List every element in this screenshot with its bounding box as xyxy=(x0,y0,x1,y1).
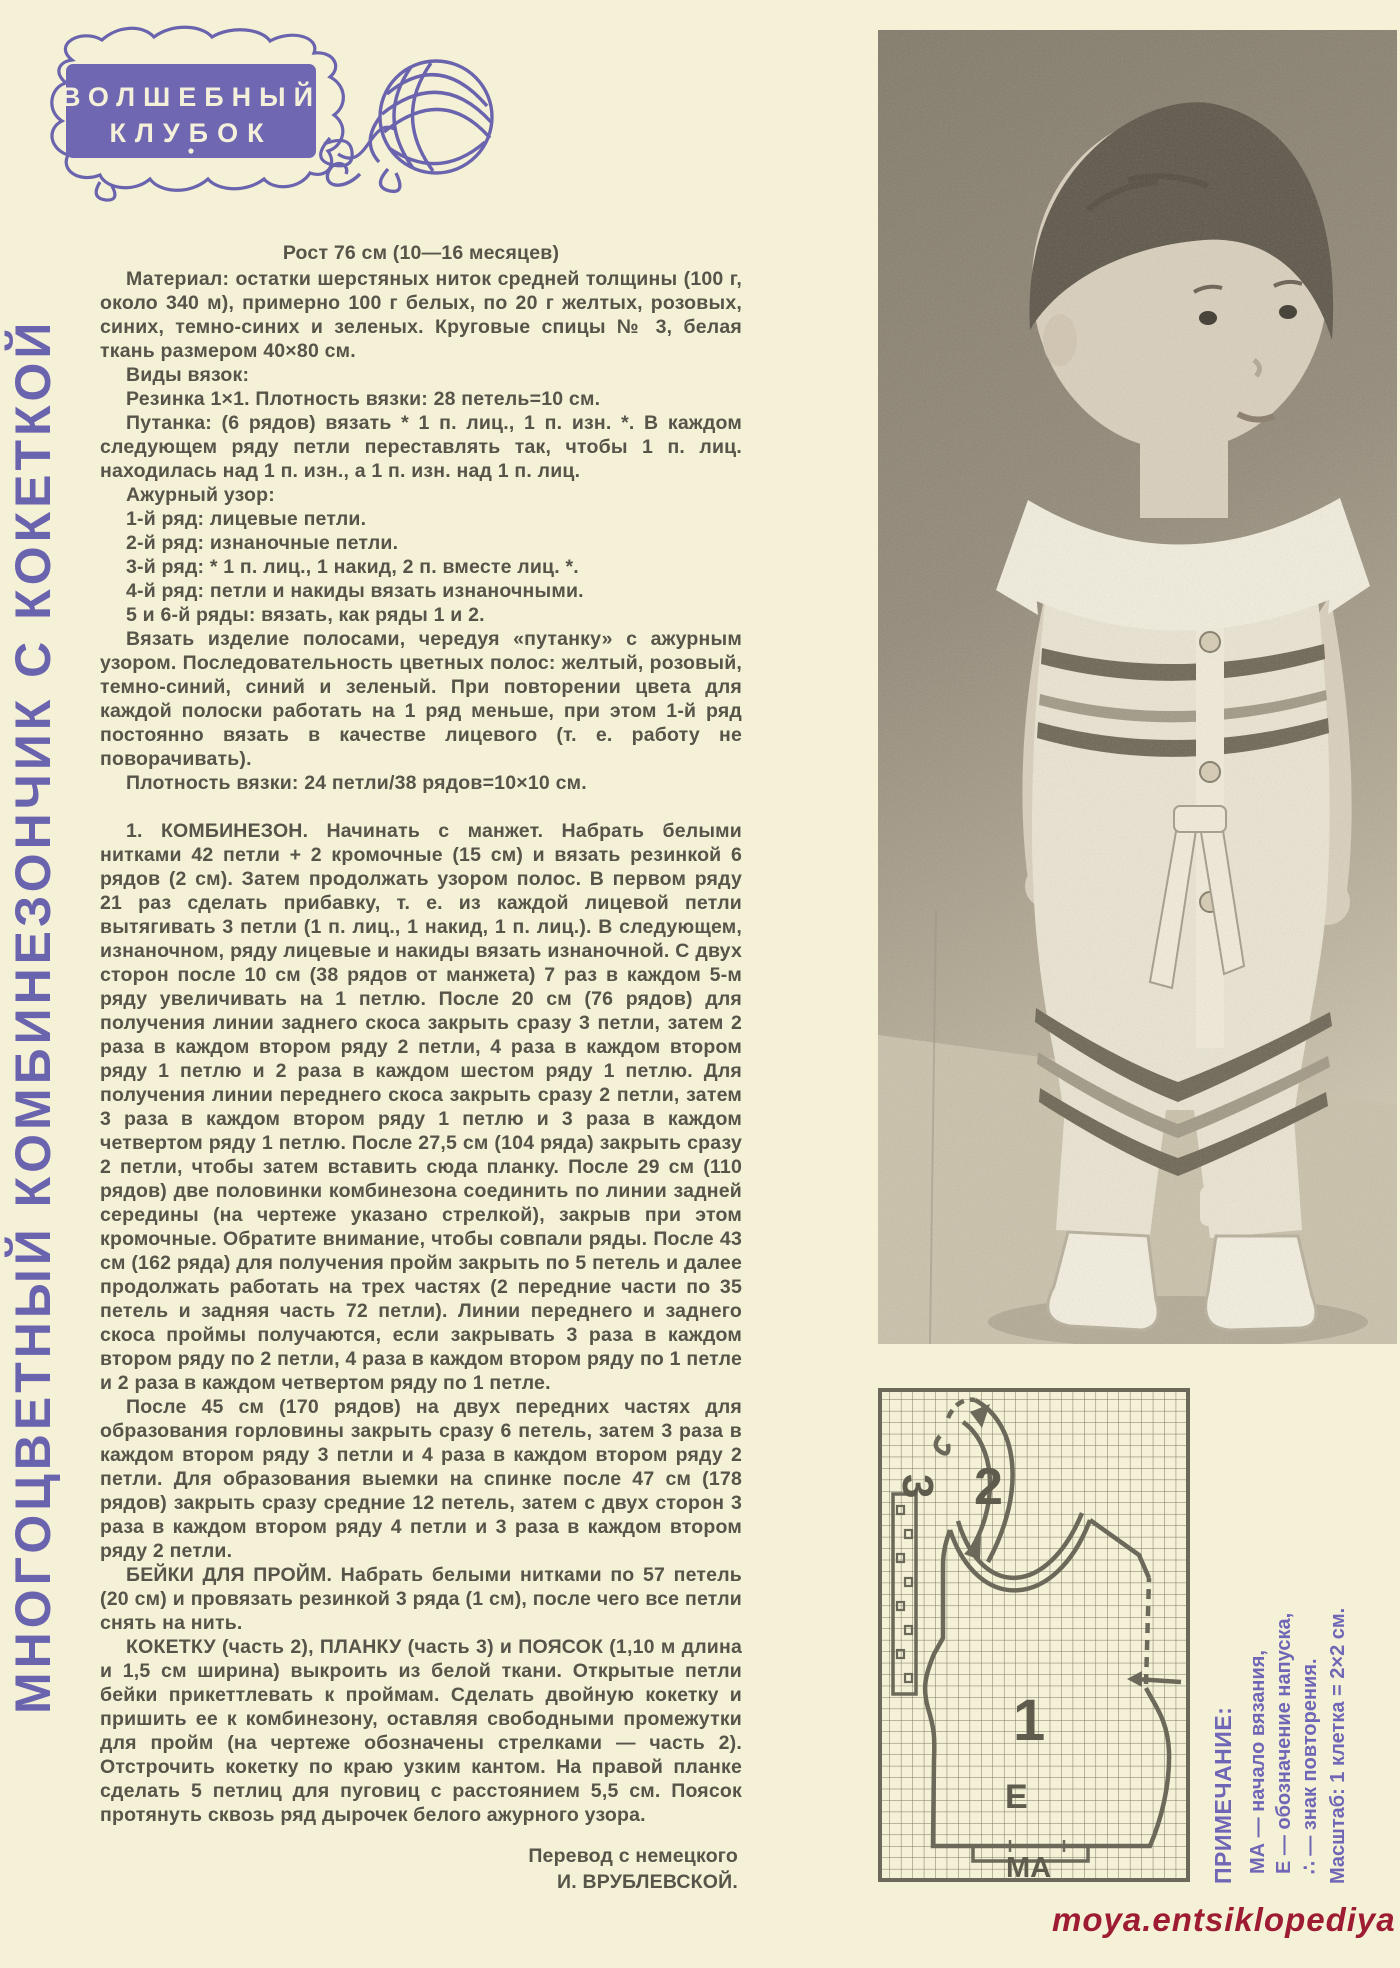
piece-3-label: 3 xyxy=(893,1474,942,1499)
piece-2-label: 2 xyxy=(974,1458,1003,1516)
point-label-ma: МА xyxy=(1006,1852,1052,1882)
watermark: moya.entsiklopediya xyxy=(1052,1901,1396,1938)
paragraph: Ажурный узор: xyxy=(126,484,275,506)
point-label-e: E xyxy=(1005,1778,1028,1816)
photo-grain xyxy=(878,30,1397,1344)
paragraph: Виды вязок: xyxy=(126,364,250,386)
note-line-scale: Масштаб: 1 клетка = 2×2 см. xyxy=(1327,1607,1349,1884)
note-title: ПРИМЕЧАНИЕ: xyxy=(1210,1706,1236,1884)
baby-photo-art xyxy=(878,30,1397,1344)
paragraph: 1-й ряд: лицевые петли. xyxy=(126,508,367,530)
size-heading: Рост 76 см (10—16 месяцев) xyxy=(282,242,560,264)
diagram-grid xyxy=(880,1390,1188,1880)
paragraph: 3-й ряд: * 1 п. лиц., 1 накид, 2 п. вместе лиц. *. xyxy=(126,556,579,578)
paragraph: Резинка 1×1. Плотность вязки: 28 петель=10 см. xyxy=(126,388,601,410)
byline-line2: И. ВРУБЛЕВСКОЙ. xyxy=(557,1871,738,1893)
paragraph: 1. КОМБИНЕЗОН. Начинать с манжет. Набрать белыми нитками 42 петли + 2 кромочные (15 см) и вязать резинкой 6 рядов (2 см). Затем продолжать узором полос. В первом ряду 21 раз сделать прибавку, т. е. из каждой лицевой петли вытягивать 3 петли (1 п. лиц., 1 накид, 1 п. лиц.). В следующем, изнаночном, ряду лицевые и накиды вязать изнаночной. С двух сторон после 10 см (38 рядов от манжета) 7 раз в каждом 5-м ряду увеличивать на 1 петлю. После 20 см (76 рядов) для получения линии заднего скоса закрыть сразу 3 петли, затем 2 раза в каждом втором ряду 2 петли, 4 раза в каждом втором ряду 1 петлю и 2 раза в каждом шестом ряду 1 петлю. Для получения линии переднего скоса закрыть сразу 2 петли, затем 3 раза в каждом втором ряду 1 петлю и 3 раза в каждом четвертом ряду 1 петлю. После 27,5 см (104 ряда) закрыть сразу 2 петли, чтобы затем вставить сюда планку. После 29 см (110 рядов) две половинки комбинезона соединить по линии задней середины (на чертеже указано стрелкой), закрыв при этом кромочные. Обратите внимание, чтобы совпали ряды. После 43 см (162 ряда) для получения пройм закрыть по 5 петель и далее продолжать работать на трех частях (2 передние части по 35 петель и задняя часть 72 петли). Линии переднего и заднего скоса проймы получаются, если закрывать 3 раза в каждом втором ряду по 2 петли, 4 раза в каждом втором ряду по 1 петле и 2 раза в каждом четвертом ряду по 1 петле. xyxy=(100,820,742,1394)
paragraph: БЕЙКИ ДЛЯ ПРОЙМ. Набрать белыми нитками по 57 петель (20 см) и провязать резинкой 3 ряда (1 см), после чего все петли снять на нить. xyxy=(100,1564,742,1634)
paragraph: 5 и 6-й ряды: вязать, как ряды 1 и 2. xyxy=(126,604,485,626)
article-column xyxy=(100,241,742,1895)
logo-dot xyxy=(188,148,193,153)
piece-1-label: 1 xyxy=(1013,1688,1046,1753)
note-line-ma: МА — начало вязания, xyxy=(1247,1650,1269,1874)
logo-title-line1: ВОЛШЕБНЫЙ xyxy=(61,82,321,112)
logo-title-line2: КЛУБОК xyxy=(109,118,273,148)
side-title: МНОГОЦВЕТНЫЙ КОМБИНЕЗОНЧИК С КОКЕТКОЙ xyxy=(5,318,61,1714)
masthead-art xyxy=(38,22,518,207)
note-line-e: Е — обозначение напуска, xyxy=(1273,1612,1295,1874)
paragraph: Материал: остатки шерстяных ниток средней толщины (100 г, около 340 м), примерно 100 г белых, по 20 г желтых, розовых, синих, темно-синих и зеленых. Круговые спицы № 3, белая ткань размером 40×80 см. xyxy=(100,268,742,362)
yarn-ball-icon xyxy=(327,61,492,191)
paragraph: После 45 см (170 рядов) на двух передних частях для образования горловины закрыть сразу 6 петель, затем 3 раза в каждом втором ряду 3 петли и 4 раза в каждом втором ряду 2 петли. Для образования выемки на спинке после 47 см (178 рядов) закрыть сразу средние 12 петель, затем с двух сторон 3 раза в каждом втором ряду 4 петли и 3 раза в каждом втором ряду 2 петли. xyxy=(100,1396,742,1562)
byline-line1: Перевод с немецкого xyxy=(528,1845,738,1867)
paragraph: Плотность вязки: 24 петли/38 рядов=10×10 см. xyxy=(126,772,587,794)
masthead xyxy=(38,22,518,207)
paragraph: 4-й ряд: петли и накиды вязать изнаночными. xyxy=(126,580,584,602)
byline xyxy=(100,1843,742,1895)
paragraph: Путанка: (6 рядов) вязать * 1 п. лиц., 1 п. изн. *. В каждом следующем ряду петли переставлять так, чтобы 1 п. лиц. находилась над 1 п. изн., а 1 п. изн. над 1 п. лиц. xyxy=(100,412,742,482)
note-line-repeat: ∴ — знак повторения. xyxy=(1299,1658,1321,1874)
paragraph: КОКЕТКУ (часть 2), ПЛАНКУ (часть 3) и ПОЯСОК (1,10 м длина и 1,5 см ширина) выкроить из белой ткани. Открытые петли бейки прикеттлевать к проймам. Сделать двойную кокетку и пришить ее к комбинезону, оставляя свободными промежутки для пройм (на чертеже обозначены стрелками — часть 2). Отстрочить кокетку по краю узким кантом. На правой планке сделать 5 петлиц для пуговиц с расстоянием 5,5 см. Поясок протянуть сквозь ряд дырочек белого ажурного узора. xyxy=(100,1636,742,1826)
note-rotated-text xyxy=(1208,1392,1398,1884)
article-body xyxy=(100,267,742,1827)
note-block xyxy=(1208,1392,1398,1884)
paragraph: Вязать изделие полосами, чередуя «путанку» с ажурным узором. Последовательность цветных полос: желтый, розовый, темно-синий, синий и зеленый. При повторении цвета для каждой полоски работать на 1 ряд меньше, при этом 1-й ряд постоянно вязать в качестве лицевого (т. е. работу не поворачивать). xyxy=(100,628,742,770)
pattern-diagram xyxy=(878,1388,1190,1882)
pattern-diagram-art xyxy=(878,1388,1190,1882)
paragraph: 2-й ряд: изнаночные петли. xyxy=(126,532,399,554)
baby-photo xyxy=(878,30,1397,1344)
